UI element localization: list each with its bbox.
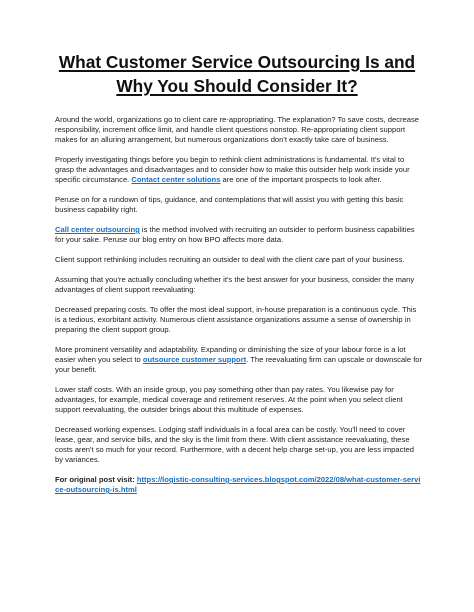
paragraph-text: . The reevaluating firm can upscale or downscale for your benefit.	[55, 355, 423, 374]
outsource-customer-support-link[interactable]: outsource customer support	[142, 355, 247, 364]
contact-center-solutions-link[interactable]: Contact center solutions	[131, 175, 221, 184]
paragraph-staff-costs: Lower staff costs. With an inside group, you pay something other than pay rates. You likewise pay for advantages, for example, medical coverage and retirement reserves. At the point when you select client support reevaluating, the outsider brings about this multitude of expenses.	[55, 385, 403, 414]
paragraph-text: are one of the important prospects to look after.	[220, 175, 382, 184]
page-title	[40, 50, 434, 98]
paragraph-call-center	[55, 225, 423, 245]
paragraph-working-expenses: Decreased working expenses. Lodging staff individuals in a focal area can be costly. You'll need to cover lease, gear, and service bills, and the sky is the limit from there. With client assistance reevaluating, these costs aren't so much for your record. Furthermore, with a decent help charge set-up, you are less impacted by variances.	[55, 425, 414, 464]
title-line-2: Why You Should Consider It?	[116, 76, 358, 96]
paragraph-versatility	[55, 345, 423, 375]
paragraph-advantages: Assuming that you're actually concluding whether it's the best answer for your business, consider the many advantages of client support reevaluating:	[55, 275, 415, 294]
paragraph-intro: Around the world, organizations go to client care re-appropriating. The explanation? To save costs, decrease responsibility, increment office limit, and handle client questions nonstop. Re-appropriating client support makes for an alluring arrangement, but numerous organizations don't exactly take care of business.	[55, 115, 420, 144]
paragraph-rundown: Peruse on for a rundown of tips, guidance, and contemplations that will assist you with getting this basic business capability right.	[55, 195, 404, 214]
paragraph-client-support: Client support rethinking includes recruiting an outsider to deal with the client care part of your business.	[55, 255, 405, 264]
paragraph-training-costs: Decreased preparing costs. To offer the most ideal support, in-house preparation is a continuous cycle. This is a tedious, exorbitant activity. Numerous client assistance organizations assume a sense of ownership in preparing the client support group.	[55, 305, 417, 334]
paragraph-text: Properly investigating things before you begin to rethink client administrations is fundamental. It's vital to grasp the advantages and disadvantages and to consider how to make this outsider help work inside your specific circumstance.	[55, 155, 410, 184]
paragraph-text: More prominent versatility and adaptability. Expanding or diminishing the size of your labour force is a lot easier when you select to	[55, 345, 406, 364]
paragraph-investigating	[55, 155, 423, 185]
call-center-outsourcing-link[interactable]: Call center outsourcing	[55, 225, 140, 234]
title-block	[40, 50, 434, 98]
original-post-link[interactable]: https://logistic-consulting-services.blogspot.com/2022/08/what-customer-service-outsourcing-is.html	[55, 475, 421, 494]
title-line-1: What Customer Service Outsourcing Is and	[58, 52, 416, 72]
article-body	[55, 115, 423, 505]
original-post-footer	[55, 475, 423, 495]
paragraph-text: is the method involved with recruiting an outsider to perform business capabilities for your sake. Peruse our blog entry on how BPO affects more data.	[55, 225, 415, 244]
footer-label: For original post visit:	[55, 475, 137, 484]
